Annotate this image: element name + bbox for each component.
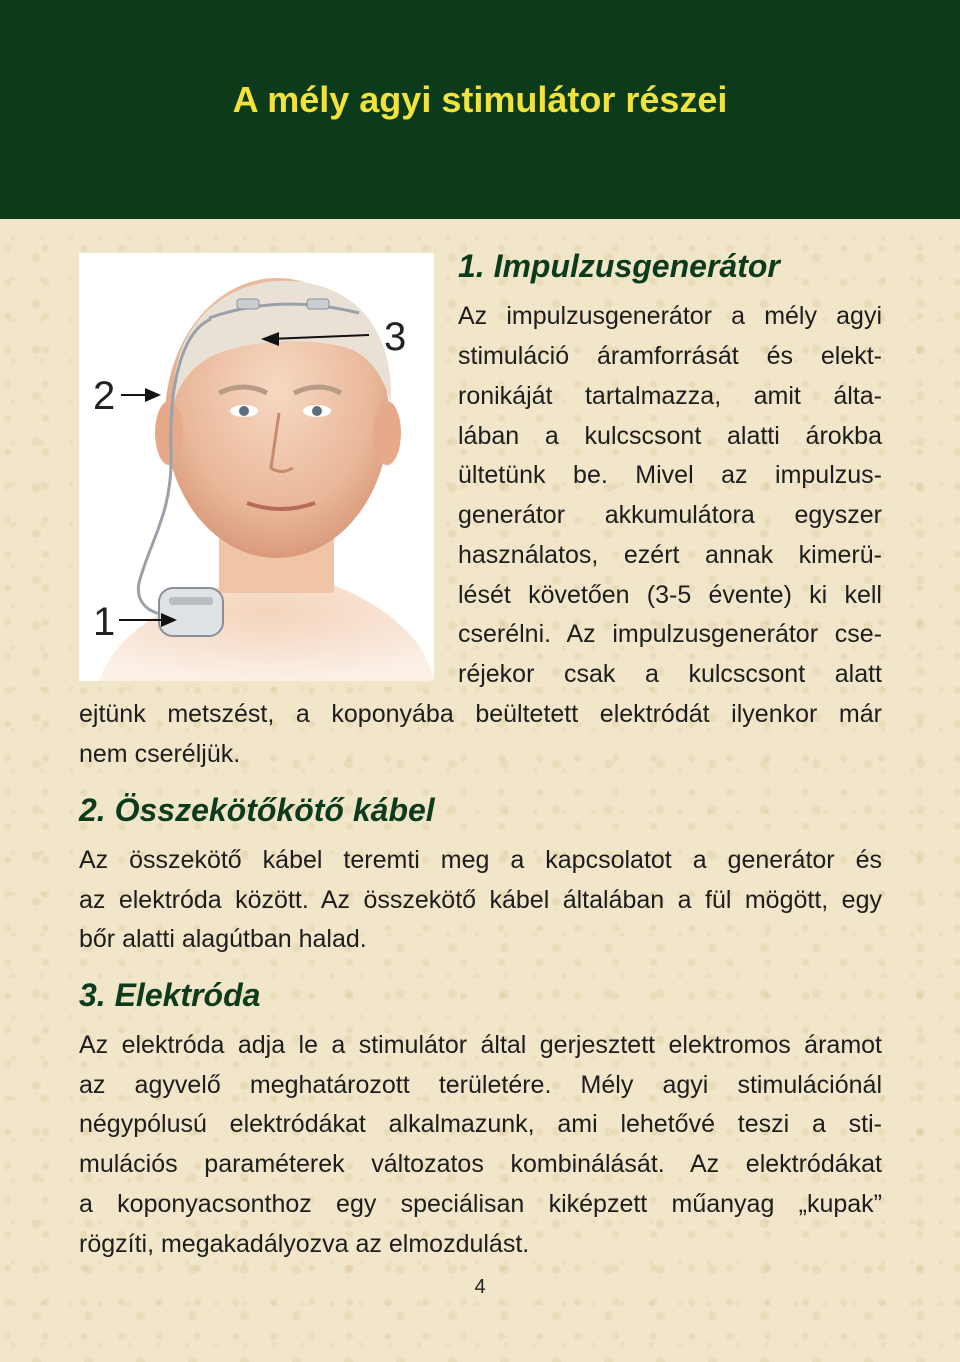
paragraph-line: Az impulzusgenerátor a mély agyi	[458, 302, 882, 330]
label-3: 3	[384, 315, 407, 359]
section-3-title: 3. Elektróda	[79, 977, 261, 1013]
paragraph-line: generátor akkumulátora egyszer	[458, 501, 882, 529]
paragraph-line: használatos, ezért annak kimerü-	[458, 541, 882, 569]
head-illustration	[79, 253, 434, 681]
paragraph-line: az agyvelő meghatározott területére. Mély agyi stimulációnál	[79, 1071, 882, 1099]
paragraph-line: nem cseréljük.	[79, 740, 241, 768]
paragraph-line: a koponyacsonthoz egy speciálisan kiképzett műanyag „kupak”	[79, 1190, 882, 1218]
paragraph-line: réjekor csak a kulcscsont alatt	[458, 660, 882, 688]
paragraph-line: Az összekötő kábel teremti meg a kapcsolatot a generátor és	[79, 846, 882, 874]
paragraph-line: bőr alatti alagútban halad.	[79, 925, 367, 953]
paragraph-line: lában a kulcscsont alatti árokba	[458, 422, 882, 450]
page-number: 4	[474, 1276, 486, 1298]
label-1: 1	[93, 600, 116, 644]
paragraph-line: ejtünk metszést, a koponyába beültetett elektródát ilyenkor már	[79, 700, 882, 728]
paragraph-line: cserélni. Az impulzusgenerátor cse-	[458, 620, 882, 648]
paragraph-line: négypólusú elektródákat alkalmazunk, ami lehetővé teszi a sti-	[79, 1110, 882, 1138]
paragraph-line: lését követően (3-5 évente) ki kell	[458, 581, 882, 609]
section-2-title: 2. Összekötőkötő kábel	[79, 792, 435, 828]
paragraph-line: rögzíti, megakadályozva az elmozdulást.	[79, 1230, 530, 1258]
section-1-title: 1. Impulzusgenerátor	[458, 248, 780, 284]
paragraph-line: stimuláció áramforrását és elekt-	[458, 342, 882, 370]
page-title: A mély agyi stimulátor részei	[232, 79, 728, 120]
paragraph-line: mulációs paraméterek változatos kombinálását. Az elektródákat	[79, 1150, 882, 1178]
page-header	[0, 0, 960, 219]
paragraph-line: ültetünk be. Mivel az impulzus-	[458, 461, 882, 489]
paragraph-line: az elektróda között. Az összekötő kábel általában a fül mögött, egy	[79, 886, 882, 914]
paragraph-line: ronikáját tartalmazza, amit álta-	[458, 382, 882, 410]
paragraph-line: Az elektróda adja le a stimulátor által gerjesztett elektromos áramot	[79, 1031, 882, 1059]
dbs-illustration	[79, 253, 434, 681]
label-2: 2	[93, 374, 116, 418]
